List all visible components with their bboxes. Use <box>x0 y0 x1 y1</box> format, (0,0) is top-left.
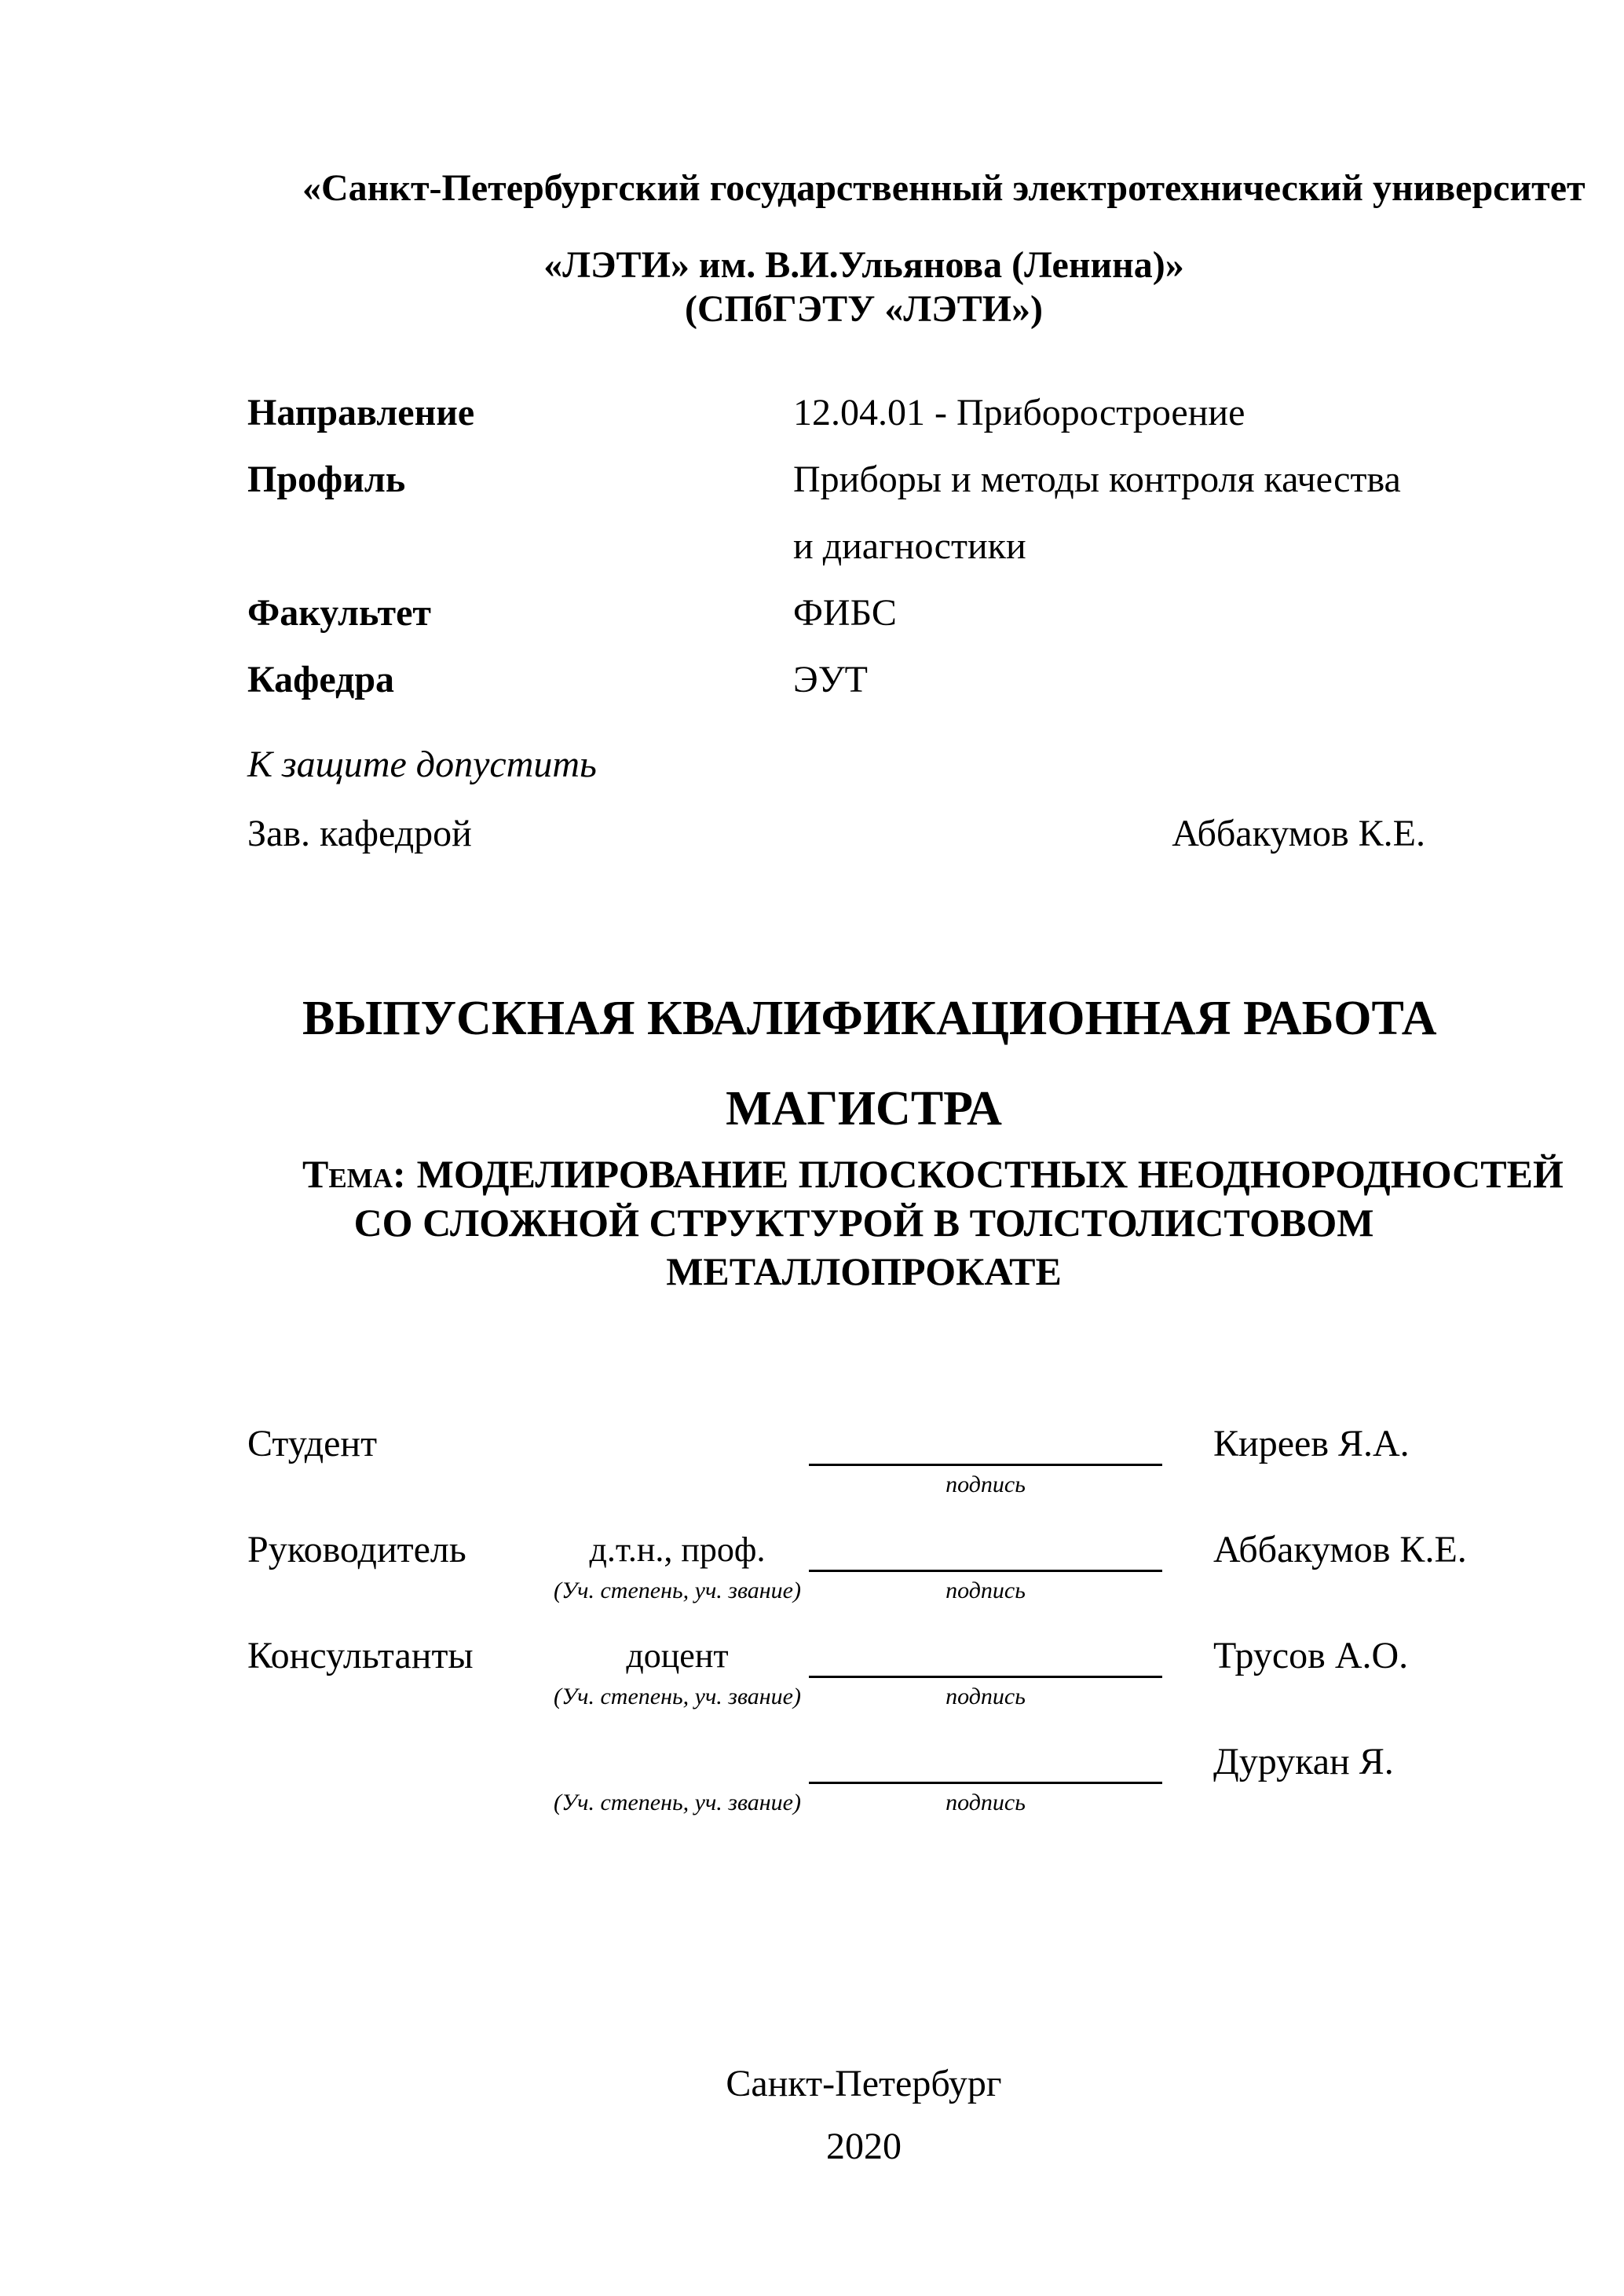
university-header <box>302 166 1586 331</box>
signature-role: Студент <box>247 1423 378 1464</box>
signature-caption: подпись <box>946 1684 1026 1709</box>
signature-name: Аббакумов К.Е. <box>1213 1529 1467 1570</box>
field-label: Профиль <box>247 459 406 500</box>
field-label: Факультет <box>247 592 431 634</box>
signature-role: Руководитель <box>247 1529 466 1570</box>
signature-caption: подпись <box>946 1472 1026 1497</box>
work-type-line2: МАГИСТРА <box>726 1082 1002 1135</box>
field-value: ЭУТ <box>793 659 868 700</box>
work-type-title <box>302 990 1437 1137</box>
field-row-profile <box>247 458 1425 502</box>
signature-caption: подпись <box>946 1578 1026 1603</box>
field-row-direction <box>247 391 1425 435</box>
work-type-line1: ВЫПУСКНАЯ КВАЛИФИКАЦИОННАЯ РАБОТА <box>302 992 1437 1045</box>
footer-city: Санкт-Петербург <box>726 2063 1002 2104</box>
admission-block <box>247 743 1425 856</box>
degree-caption: (Уч. степень, уч. звание) <box>554 1578 801 1603</box>
field-value: ФИБС <box>793 592 897 634</box>
field-value: и диагностики <box>793 525 1026 567</box>
university-abbreviation: (СПбГЭТУ «ЛЭТИ») <box>685 288 1043 330</box>
field-row-profile-continuation <box>247 525 1425 569</box>
signature-role <box>247 1740 546 1784</box>
topic-line3: МЕТАЛЛОПРОКАТЕ <box>666 1249 1062 1293</box>
signature-role: Консультанты <box>247 1635 474 1676</box>
footer-year: 2020 <box>826 2126 902 2167</box>
degree-caption <box>546 1466 809 1501</box>
signature-caption: подпись <box>946 1790 1026 1815</box>
university-name-line2: «ЛЭТИ» им. В.И.Ульянова (Ленина)» <box>543 244 1184 286</box>
signature-row-consultant-2 <box>247 1740 1425 1819</box>
degree-caption: (Уч. степень, уч. звание) <box>554 1684 801 1709</box>
topic-prefix: Тема: <box>302 1152 406 1196</box>
field-value: Приборы и методы контроля качества <box>793 459 1401 500</box>
head-of-department-label: Зав. кафедрой <box>247 813 472 854</box>
field-label <box>247 525 793 569</box>
signature-row-supervisor <box>247 1528 1467 1607</box>
topic-block <box>302 1150 1564 1296</box>
field-row-faculty <box>247 591 1425 635</box>
signature-row-consultant-1 <box>247 1634 1425 1713</box>
head-of-department-name: Аббакумов К.Е. <box>1172 813 1425 854</box>
signature-degree <box>546 1422 809 1466</box>
topic-text-line1: МОДЕЛИРОВАНИЕ ПЛОСКОСТНЫХ НЕОДНОРОДНОСТЕЙ <box>416 1152 1564 1196</box>
topic-line2: СО СЛОЖНОЙ СТРУКТУРОЙ В ТОЛСТОЛИСТОВОМ <box>353 1201 1374 1245</box>
footer <box>302 2062 1425 2169</box>
signature-name: Киреев Я.А. <box>1213 1423 1410 1464</box>
field-label: Направление <box>247 392 475 433</box>
field-value: 12.04.01 - Приборостроение <box>793 392 1245 433</box>
field-row-department <box>247 658 1425 702</box>
program-fields <box>247 391 1425 702</box>
signature-degree <box>546 1740 809 1784</box>
admission-row <box>247 812 1425 856</box>
signature-table <box>247 1422 1467 1819</box>
signature-degree: д.т.н., проф. <box>589 1530 766 1569</box>
admission-note: К защите допустить <box>247 744 597 785</box>
degree-caption: (Уч. степень, уч. звание) <box>554 1790 801 1815</box>
signature-row-student <box>247 1422 1425 1501</box>
signature-name: Трусов А.О. <box>1213 1635 1409 1676</box>
signature-name: Дурукан Я. <box>1213 1741 1394 1782</box>
university-name-line1: «Санкт-Петербургский государственный электротехнический университет <box>302 167 1586 209</box>
field-label: Кафедра <box>247 659 395 700</box>
signature-degree: доцент <box>626 1636 729 1675</box>
topic-line1 <box>302 1150 1564 1198</box>
